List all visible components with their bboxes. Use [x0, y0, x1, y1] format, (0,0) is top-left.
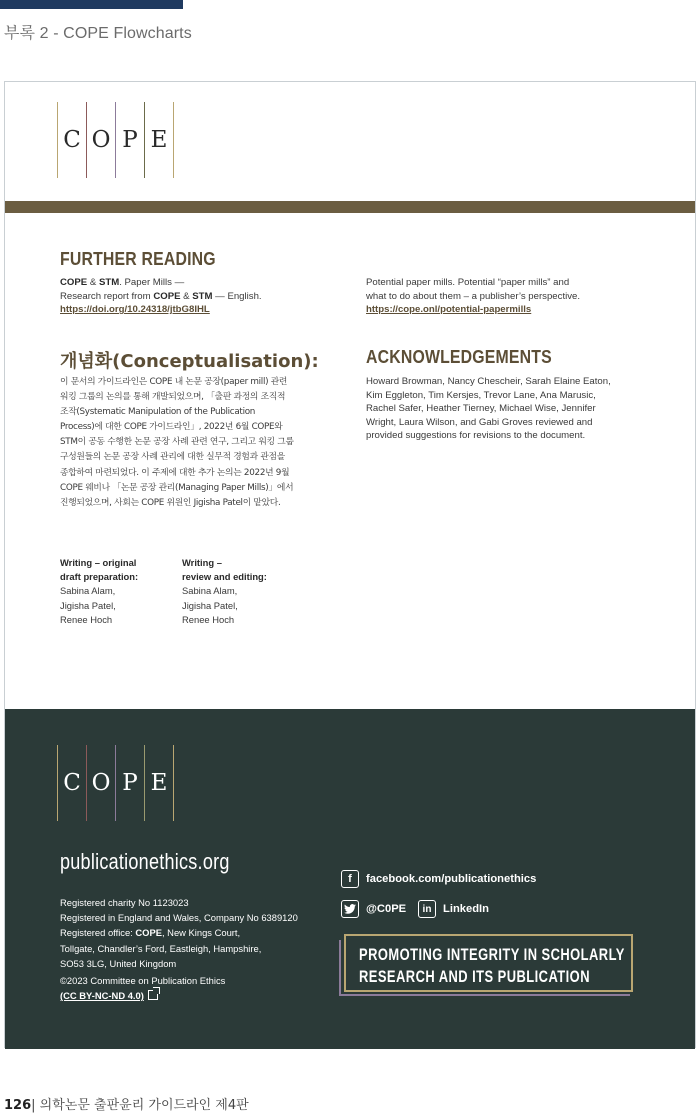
- logo-letter-e: E: [150, 127, 168, 153]
- further-reading-heading: FURTHER READING: [60, 249, 216, 269]
- book-title: | 의학논문 출판윤리 가이드라인 제4판: [31, 1098, 249, 1113]
- logo-letter-p: P: [122, 127, 138, 153]
- license-link[interactable]: (CC BY-NC-ND 4.0): [60, 990, 144, 1002]
- papermills-link[interactable]: https://cope.onl/potential-papermills: [366, 304, 532, 316]
- registration-info: Registered charity No 1123023 Registered in England and Wales, Company No 6389120 Registered office: COPE, New Kings Court, Tollgate, Chandler’s Ford, Eastleigh, Hampshire, SO53 3LG, United Kingdom ©2023 Committee on Publication Ethics (CC BY-NC-ND 4.0): [60, 897, 298, 1002]
- top-accent-bar: [0, 0, 183, 9]
- credits-review-editing: Writing – review and editing: Sabina Alam, Jigisha Patel, Renee Hoch: [182, 557, 267, 625]
- promo-banner: PROMOTING INTEGRITY IN SCHOLARLY RESEARCH AND ITS PUBLICATION: [339, 934, 633, 992]
- page-footer: [4, 1094, 249, 1113]
- external-link-icon[interactable]: [148, 990, 158, 1000]
- website-name[interactable]: publicationethics.org: [60, 849, 230, 874]
- logo-letter-o: O: [91, 127, 111, 153]
- conceptualisation-heading: 개념화(Conceptualisation):: [60, 351, 319, 372]
- page-number: 126: [4, 1098, 32, 1113]
- facebook-icon: f: [341, 870, 359, 888]
- acknowledgements-heading: ACKNOWLEDGEMENTS: [366, 347, 552, 367]
- running-header: 부록 2 - COPE Flowcharts: [4, 25, 192, 42]
- cope-logo-footer: [57, 745, 174, 821]
- logo-letter-o: O: [91, 770, 111, 796]
- twitter-icon: [341, 900, 359, 918]
- twitter-link[interactable]: @C0PE: [341, 900, 406, 918]
- conceptualisation-text: 이 문서의 가이드라인은 COPE 내 논문 공장(paper mill) 관련 워킹 그룹의 논의를 통해 개발되었으며, 「출판 과정의 조직적 조작(Systematic Manipulation of the Publication Process)에 대한 COPE 가이드라인」, 2022년 6월 COPE와 STM이 공동 수행한 논문 공장 사례 관련 연구, 그리고 워킹 그룹 구성원들의 논문 공장 사례 관리에 대한 실무적 경험과 관점을 종합하여 마련되었다. 이 주제에 대한 추가 논의는 2022년 9월 COPE 웨비나 「논문 공장 관리(Managing Paper Mills)」에서 진행되었으며, 사회는 COPE 위원인 Jigisha Patel이 맡았다.: [60, 377, 294, 508]
- facebook-link[interactable]: f facebook.com/publicationethics: [341, 870, 536, 888]
- credits-original-draft: Writing – original draft preparation: Sabina Alam, Jigisha Patel, Renee Hoch: [60, 557, 139, 625]
- doi-link[interactable]: https://doi.org/10.24318/jtbG8IHL: [60, 304, 210, 316]
- section-divider-band: [5, 201, 695, 213]
- logo-letter-e: E: [150, 770, 168, 796]
- linkedin-link[interactable]: in LinkedIn: [418, 900, 489, 918]
- logo-letter-c: C: [63, 770, 81, 796]
- further-reading-left: COPE & STM. Paper Mills — Research report from COPE & STM — English. https://doi.org/10.24318/jtbG8IHL: [60, 276, 340, 317]
- logo-letter-c: C: [63, 127, 81, 153]
- acknowledgements-text: Howard Browman, Nancy Chescheir, Sarah Elaine Eaton, Kim Eggleton, Tim Kersjes, Trevor Lane, Ana Marusic, Rachel Safer, Heather Tierney, Michael Wise, Jennifer Wright, Laura Wilson, and Gabi Groves reviewed and provided suggestions for revisions to the document.: [366, 376, 611, 442]
- cope-logo: [57, 102, 174, 178]
- cope-page: [4, 81, 696, 1048]
- cope-footer: [5, 709, 695, 1049]
- linkedin-icon: in: [418, 900, 436, 918]
- further-reading-right: Potential paper mills. Potential “paper mills” and what to do about them – a publisher’s perspective. https://cope.onl/potential-papermills: [366, 276, 666, 317]
- logo-letter-p: P: [122, 770, 138, 796]
